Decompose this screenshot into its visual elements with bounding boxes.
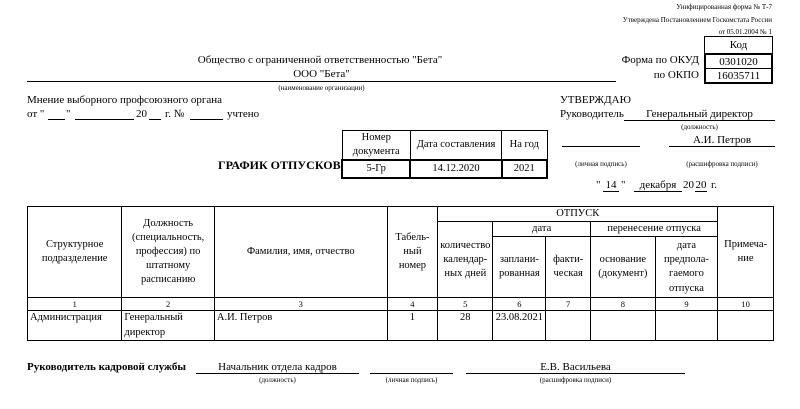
approve-month: декабря bbox=[634, 179, 682, 192]
approve-day: 14 bbox=[603, 179, 619, 192]
header-tab-number: Табель-ный номер bbox=[387, 207, 438, 298]
footer-position: Начальник отдела кадров bbox=[196, 361, 359, 374]
vacation-schedule-table bbox=[27, 206, 774, 341]
footer-signature-line bbox=[370, 373, 453, 374]
header-days: количество календар-ных дней bbox=[438, 222, 493, 298]
union-taken: учтено bbox=[227, 108, 260, 120]
footer-position-caption: (должность) bbox=[259, 376, 296, 384]
col-number: 9 bbox=[655, 298, 718, 311]
header-actual: факти-ческая bbox=[546, 237, 591, 298]
footer-name: Е.В. Васильева bbox=[466, 361, 685, 374]
footer-label: Руководитель кадровой службы bbox=[27, 361, 186, 373]
org-full-name: Общество с ограниченной ответственностью "Бета" bbox=[197, 54, 443, 66]
cell-unit: Администрация bbox=[28, 311, 122, 340]
cell-expected bbox=[655, 311, 718, 340]
approve-g: г. bbox=[711, 179, 718, 191]
org-short-name: ООО "Бета" bbox=[27, 68, 616, 82]
doc-date: 14.12.2020 bbox=[410, 160, 501, 178]
approve-name: А.И. Петров bbox=[669, 134, 775, 147]
footer-name-caption: (расшифровка подписи) bbox=[539, 376, 612, 384]
cell-actual bbox=[546, 311, 591, 340]
col-number: 6 bbox=[493, 298, 546, 311]
form-number: Унифицированная форма № Т-7 bbox=[676, 3, 772, 11]
col-number: 3 bbox=[214, 298, 387, 311]
approve-signature-caption: (личная подпись) bbox=[575, 160, 627, 168]
org-caption: (наименование организации) bbox=[278, 84, 365, 92]
header-position: Должность (специальность, профессия) по штатному расписанию bbox=[122, 207, 214, 298]
approval-line-1: Утверждена Постановлением Госкомстата России bbox=[622, 16, 772, 24]
okpo-code: 16035711 bbox=[704, 68, 773, 84]
document-title: ГРАФИК ОТПУСКОВ bbox=[218, 158, 341, 172]
header-planned: заплани-рованная bbox=[493, 237, 546, 298]
header-unit: Структурное подразделение bbox=[28, 207, 122, 298]
okud-label: Форма по ОКУД bbox=[621, 54, 699, 66]
approve-name-caption: (расшифровка подписи) bbox=[686, 160, 758, 168]
code-header: Код bbox=[704, 36, 773, 54]
union-title: Мнение выборного профсоюзного органа bbox=[27, 94, 223, 106]
col-number: 4 bbox=[387, 298, 438, 311]
approve-head-label: Руководитель bbox=[560, 108, 624, 120]
col-number: 2 bbox=[122, 298, 214, 311]
cell-reason bbox=[591, 311, 656, 340]
document-info-table bbox=[341, 130, 548, 179]
approve-date-close: " bbox=[621, 179, 626, 191]
col-number: 7 bbox=[546, 298, 591, 311]
union-year-prefix: 20 bbox=[136, 108, 147, 120]
union-month-line bbox=[75, 119, 134, 120]
doc-year: 2021 bbox=[502, 160, 547, 178]
header-name: Фамилия, имя, отчество bbox=[214, 207, 387, 298]
approve-position-caption: (должность) bbox=[681, 123, 718, 131]
col-number: 10 bbox=[718, 298, 774, 311]
union-from: от " bbox=[27, 108, 45, 120]
approve-year-prefix: 20 bbox=[683, 179, 694, 191]
cell-tab-number: 1 bbox=[387, 311, 438, 340]
doc-date-header: Дата составления bbox=[410, 131, 501, 161]
cell-position: Генеральный директор bbox=[122, 311, 214, 340]
cell-days: 28 bbox=[438, 311, 493, 340]
approve-year: 20 bbox=[695, 179, 707, 191]
approve-signature-line bbox=[562, 146, 640, 147]
union-number-line bbox=[190, 119, 223, 120]
col-number: 8 bbox=[591, 298, 656, 311]
header-vacation: ОТПУСК bbox=[438, 207, 718, 222]
header-transfer: перенесение отпуска bbox=[591, 222, 718, 237]
okud-code: 0301020 bbox=[704, 53, 773, 69]
okpo-label: по ОКПО bbox=[653, 69, 699, 81]
union-number-label: г. № bbox=[165, 108, 185, 120]
union-year-line bbox=[149, 119, 161, 120]
union-day-line bbox=[48, 119, 65, 120]
approve-date-open: " bbox=[596, 179, 601, 191]
cell-planned: 23.08.2021 bbox=[493, 311, 546, 340]
header-reason: основание (документ) bbox=[591, 237, 656, 298]
approve-title: УТВЕРЖДАЮ bbox=[560, 94, 631, 106]
cell-name: А.И. Петров bbox=[214, 311, 387, 340]
approval-line-2: от 05.01.2004 № 1 bbox=[718, 28, 772, 36]
footer-signature-caption: (личная подпись) bbox=[385, 376, 438, 384]
doc-number: 5-Гр bbox=[342, 160, 410, 178]
col-number: 1 bbox=[28, 298, 122, 311]
table-row bbox=[28, 311, 774, 340]
union-quote: " bbox=[66, 108, 71, 120]
header-date: дата bbox=[493, 222, 591, 237]
header-notes: Примеча-ние bbox=[718, 207, 774, 298]
cell-notes bbox=[718, 311, 774, 340]
col-number: 5 bbox=[438, 298, 493, 311]
doc-year-header: На год bbox=[502, 131, 547, 161]
doc-number-header: Номер документа bbox=[342, 131, 410, 161]
header-expected: дата предпола-гаемого отпуска bbox=[655, 237, 718, 298]
approve-position: Генеральный директор bbox=[624, 108, 775, 121]
